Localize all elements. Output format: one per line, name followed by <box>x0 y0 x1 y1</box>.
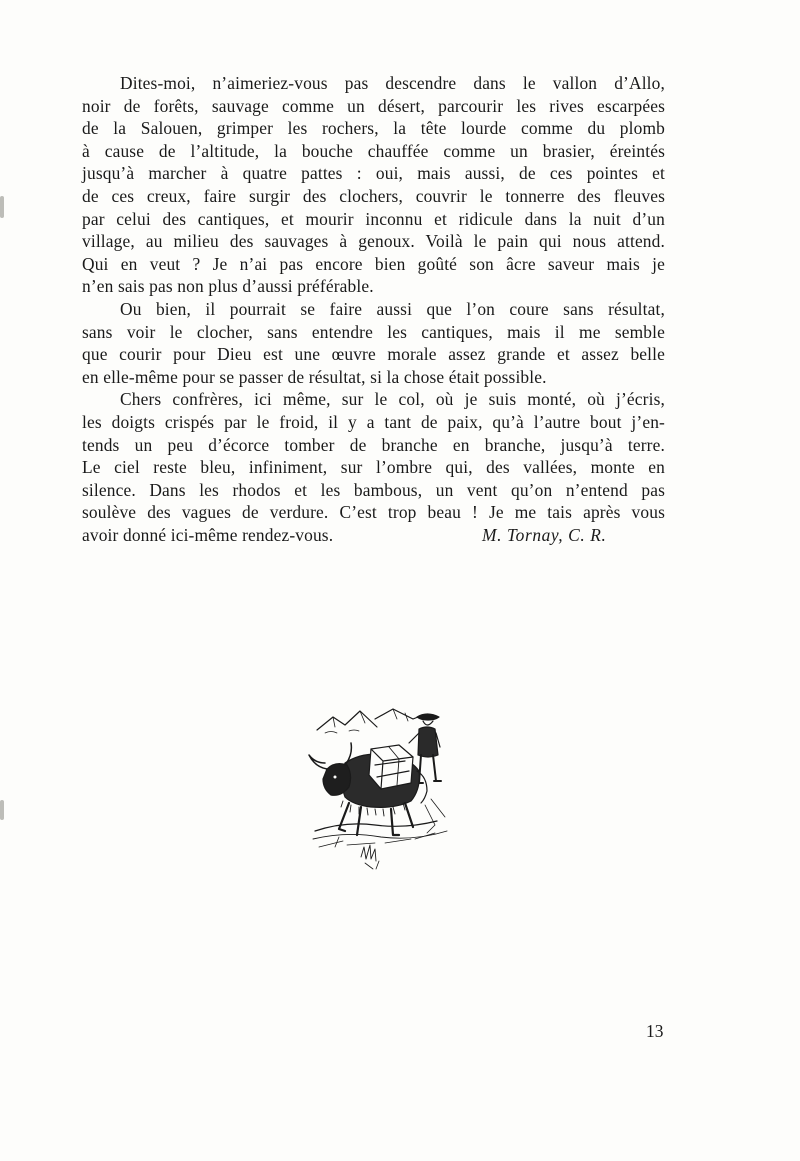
yak-and-herder-illustration <box>305 705 455 875</box>
text-line: par celui des cantiques, et mourir inconnu et ridicule dans la nuit d’un <box>82 208 665 229</box>
author-signature: M. Tornay, C. R. <box>482 525 607 545</box>
text-line: Dites-moi, n’aimeriez-vous pas descendre dans le vallon d’Allo, <box>120 73 665 93</box>
text-line: silence. Dans les rhodos et les bambous, un vent qu’on n’entend pas <box>82 479 665 500</box>
text-line: Ou bien, il pourrait se faire aussi que l’on coure sans résultat, <box>120 298 665 319</box>
text-line: les doigts crispés par le froid, il y a tant de paix, qu’à l’autre bout j’en- <box>82 411 665 432</box>
body-text <box>82 72 665 546</box>
paragraph <box>82 388 665 546</box>
text-line: village, au milieu des sauvages à genoux. Voilà le pain qui nous attend. <box>82 231 665 252</box>
text-line: Le ciel reste bleu, infiniment, sur l’ombre qui, des vallées, monte en <box>82 457 665 478</box>
text-line: noir de forêts, sauvage comme un désert, parcourir les rives escarpées <box>82 95 665 116</box>
text-line: jusqu’à marcher à quatre pattes : oui, mais aussi, de ces pointes et <box>82 163 665 184</box>
paragraph <box>82 298 665 388</box>
text-line: de ces creux, faire surgir des clochers, couvrir le tonnerre des fleuves <box>82 185 665 206</box>
text-line: Chers confrères, ici même, sur le col, où je suis monté, où j’écris, <box>120 389 665 410</box>
text-line: de la Salouen, grimper les rochers, la tête lourde comme du plomb <box>82 118 665 139</box>
page-edge-mark <box>0 800 4 820</box>
text-line: n’en sais pas non plus d’aussi préférable. <box>82 276 374 297</box>
text-line: en elle-même pour se passer de résultat, si la chose était possible. <box>82 366 547 387</box>
text-line: que courir pour Dieu est une œuvre morale assez grande et assez belle <box>82 344 665 365</box>
text-line: Qui en veut ? Je n’ai pas encore bien goûté son âcre saveur mais je <box>82 253 665 274</box>
text-line: à cause de l’altitude, la bouche chauffée comme un brasier, éreintés <box>82 140 665 161</box>
text-line: soulève des vagues de verdure. C’est trop beau ! Je me tais après vous <box>82 502 665 523</box>
page-edge-mark <box>0 196 4 218</box>
page-number: 13 <box>646 1021 664 1041</box>
text-line: tends un peu d’écorce tomber de branche en branche, jusqu’à terre. <box>82 434 665 455</box>
paragraph <box>82 72 665 298</box>
text-line: sans voir le clocher, sans entendre les cantiques, mais il me semble <box>82 321 665 342</box>
text-line: avoir donné ici-même rendez-vous. <box>82 524 334 545</box>
